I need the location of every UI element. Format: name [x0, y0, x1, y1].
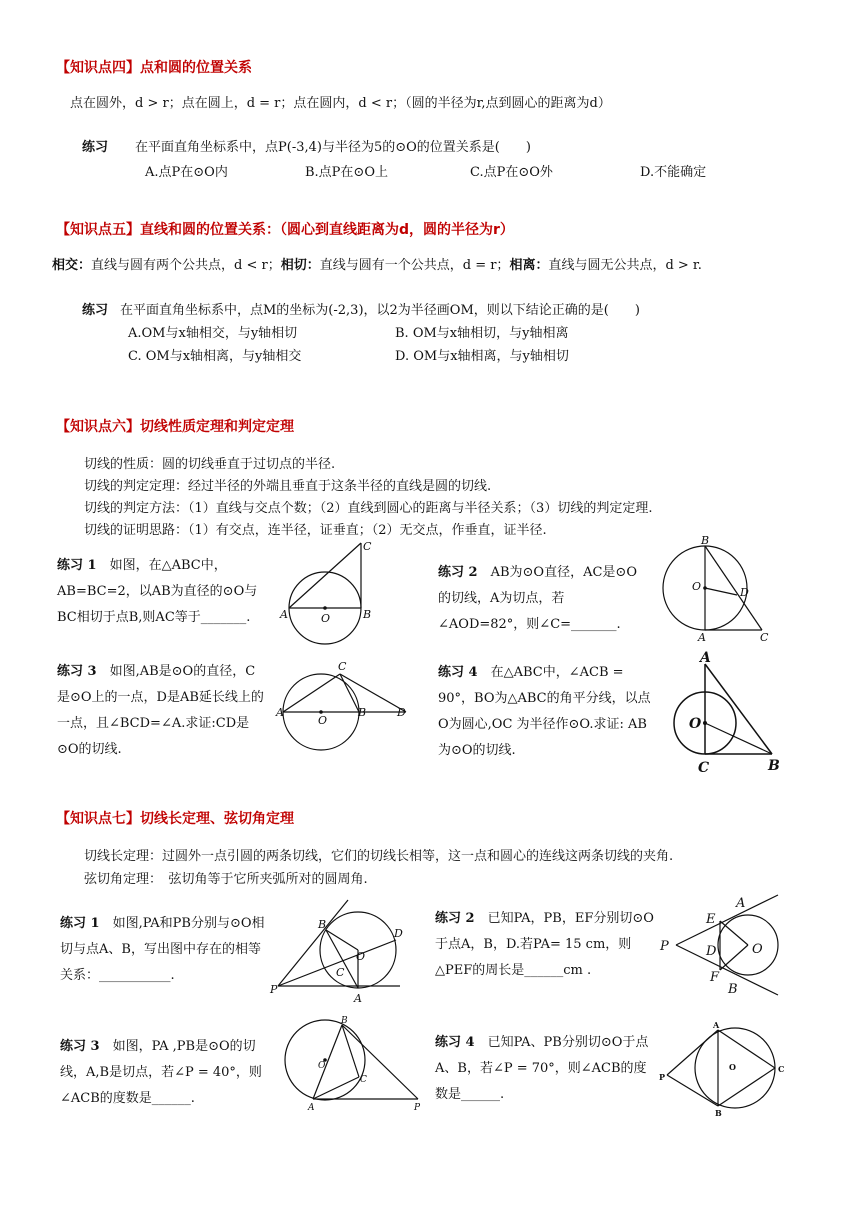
s6-ex4-text: 在△ABC中，∠ACB = 90°，BO为△ABC的角平分线，以点O为圆心,OC 为半径作⊙O.求证: AB为⊙O的切线. — [438, 665, 651, 758]
label-a: A — [700, 650, 711, 666]
label-p: P — [659, 1072, 666, 1082]
segment-ac — [289, 543, 361, 608]
section7-line-1: 切线长定理：过圆外一点引圆的两条切线，它们的切线长相等，这一点和圆心的连线这两条切线的夹角. — [84, 849, 674, 864]
s7-ex1-text: 如图,PA和PB分别与⊙O相切与点A、B，写出图中存在的相等关系：___________. — [60, 916, 265, 983]
label-o: O — [689, 716, 702, 732]
s7-ex3-label: 练习 3 — [60, 1039, 100, 1054]
label-f: F — [710, 970, 720, 985]
s7-exercise-2 — [435, 906, 655, 984]
label-d: D — [740, 586, 749, 599]
section4-option-c: C.点P在⊙O外 — [470, 165, 553, 180]
center-dot — [703, 721, 707, 725]
s6-ex1-label: 练习 1 — [57, 558, 97, 573]
label-p: P — [270, 983, 278, 996]
label-p: P — [414, 1103, 421, 1113]
label-a: A — [698, 631, 706, 644]
def-tangent-text: 直线与圆有一个公共点，d = r； — [319, 258, 510, 273]
label-o: O — [752, 942, 763, 957]
tangent-pb — [667, 1075, 718, 1106]
s6-exercise-1 — [57, 553, 267, 631]
tangent-pb — [676, 945, 778, 995]
label-c: C — [698, 760, 710, 776]
label-o: O — [729, 1062, 736, 1072]
segment-ac — [283, 674, 340, 712]
figure-s7-ex3 — [280, 1016, 430, 1113]
figure-s7-ex4 — [655, 1020, 795, 1120]
center-dot — [323, 606, 327, 610]
label-b: B — [701, 534, 710, 547]
figure-s6-ex2 — [680, 534, 790, 646]
label-b: B — [341, 1016, 348, 1026]
s7-exercise-1 — [60, 911, 265, 989]
figure-s6-ex4 — [680, 652, 790, 777]
def-tangent-label: 相切： — [280, 258, 320, 273]
label-d: D — [706, 944, 717, 959]
section6-heading: 【知识点六】切线性质定理和判定定理 — [56, 419, 294, 435]
section6-line-3: 切线的判定方法：（1）直线与交点个数；（2）直线到圆心的距离与半径关系；（3）切线的判定定理. — [84, 501, 653, 516]
label-b: B — [318, 918, 327, 931]
s6-ex2-text: AB为⊙O直径，AC是⊙O的切线，A为切点，若∠AOD=82°，则∠C=_______. — [438, 565, 637, 632]
figure-s7-ex1 — [270, 900, 410, 1005]
section5-option-b: B. OM与x轴相切，与y轴相离 — [395, 326, 569, 341]
label-d: D — [397, 706, 406, 719]
segment-ac — [718, 1030, 775, 1068]
section5-definitions — [52, 254, 702, 273]
segment-fo — [720, 945, 748, 970]
segment-od — [705, 588, 737, 595]
section4-option-a: A.点P在⊙O内 — [145, 165, 228, 180]
s6-ex3-label: 练习 3 — [57, 664, 97, 679]
def-intersect-text: 直线与圆有两个公共点，d < r； — [91, 258, 281, 273]
label-b: B — [768, 758, 780, 774]
label-b: B — [363, 608, 372, 621]
s7-exercise-3 — [60, 1034, 275, 1112]
label-o: O — [692, 580, 702, 593]
label-c: C — [338, 660, 347, 673]
s7-ex4-label: 练习 4 — [435, 1035, 475, 1050]
section4-exercise-text: 在平面直角坐标系中，点P(-3,4)与半径为5的⊙O的位置关系是( ) — [135, 140, 531, 155]
s6-ex4-label: 练习 4 — [438, 665, 478, 680]
s7-ex3-text: 如图，PA ,PB是⊙O的切线，A,B是切点，若∠P = 40°，则∠ACB的度数是______. — [60, 1039, 262, 1106]
section4-exercise-label: 练习 — [82, 140, 109, 155]
label-c: C — [778, 1064, 785, 1074]
s6-exercise-3 — [57, 659, 267, 763]
section4-option-d: D.不能确定 — [640, 165, 707, 180]
section5-exercise-label: 练习 — [82, 303, 109, 318]
label-c: C — [363, 540, 372, 553]
section4-definition: 点在圆外，d > r；点在圆上，d = r；点在圆内，d < r；（圆的半径为r,点到圆心的距离为d） — [70, 96, 611, 111]
label-a: A — [280, 608, 288, 621]
label-c: C — [760, 631, 769, 644]
s7-ex1-label: 练习 1 — [60, 916, 100, 931]
label-d: D — [394, 927, 403, 940]
label-b: B — [715, 1108, 722, 1118]
figure-s7-ex2 — [658, 895, 783, 995]
center-dot — [703, 586, 707, 590]
section5-option-a: A.OM与x轴相交，与y轴相切 — [128, 326, 298, 341]
label-a: A — [713, 1020, 720, 1030]
figure-s6-ex3 — [278, 660, 418, 730]
segment-bo — [326, 930, 358, 950]
label-o: O — [356, 950, 366, 963]
section5-option-d: D. OM与x轴相离，与y轴相切 — [395, 349, 569, 364]
label-b: B — [358, 706, 367, 719]
label-a: A — [308, 1103, 315, 1113]
def-intersect-label: 相交： — [52, 258, 92, 273]
label-o: O — [318, 1061, 326, 1071]
section7-line-2: 弦切角定理： 弦切角等于它所夹弧所对的圆周角. — [84, 872, 368, 887]
segment-bo — [705, 723, 772, 754]
def-separate-label: 相离： — [509, 258, 549, 273]
line-pd — [278, 940, 396, 986]
section6-line-2: 切线的判定定理：经过半径的外端且垂直于这条半径的直线是圆的切线. — [84, 479, 492, 494]
label-c: C — [360, 1075, 367, 1085]
segment-bc — [718, 1068, 775, 1106]
s6-exercise-2 — [438, 560, 638, 638]
s7-ex2-label: 练习 2 — [435, 911, 475, 926]
label-a: A — [354, 992, 362, 1005]
s6-ex1-text: 如图，在△ABC中，AB=BC=2，以AB为直径的⊙O与BC相切于点B,则AC等于_______. — [57, 558, 258, 625]
def-separate-text: 直线与圆无公共点，d > r. — [548, 258, 702, 273]
segment-bc — [705, 546, 762, 630]
chord-ab — [326, 930, 358, 988]
label-a: A — [276, 706, 284, 719]
section6-line-1: 切线的性质：圆的切线垂直于过切点的半径. — [84, 457, 336, 472]
label-a: A — [736, 896, 746, 911]
tangent-pa — [667, 1030, 718, 1075]
s7-ex4-text: 已知PA、PB分别切⊙O于点A、B，若∠P = 70°，则∠ACB的度数是______. — [435, 1035, 649, 1102]
label-c: C — [336, 966, 345, 979]
label-o: O — [321, 612, 331, 625]
section5-exercise-text: 在平面直角坐标系中，点M的坐标为(-2,3)，以2为半径画OM，则以下结论正确的是( ) — [120, 303, 640, 318]
figure-s6-ex1 — [280, 538, 390, 628]
section6-line-4: 切线的证明思路：（1）有交点，连半径，证垂直；（2）无交点，作垂直，证半径. — [84, 523, 547, 538]
s7-ex2-text: 已知PA，PB，EF分别切⊙O于点A，B，D.若PA= 15 cm，则△PEF的周长是______cm . — [435, 911, 654, 978]
segment-ab — [705, 664, 772, 754]
label-p: P — [660, 939, 669, 954]
label-b: B — [728, 982, 738, 997]
section5-heading: 【知识点五】直线和圆的位置关系：（圆心到直线距离为d，圆的半径为r） — [56, 222, 514, 238]
label-o: O — [318, 714, 328, 727]
section5-option-c: C. OM与x轴相离，与y轴相交 — [128, 349, 302, 364]
s6-exercise-4 — [438, 660, 653, 764]
section4-heading: 【知识点四】点和圆的位置关系 — [56, 60, 252, 76]
section7-heading: 【知识点七】切线长定理、弦切角定理 — [56, 811, 294, 827]
label-e: E — [706, 912, 716, 927]
segment-eo — [720, 921, 748, 945]
tangent-pa — [676, 895, 778, 945]
s6-ex3-text: 如图,AB是⊙O的直径，C是⊙O上的一点，D是AB延长线上的一点，且∠BCD=∠A.求证:CD是⊙O的切线. — [57, 664, 264, 757]
section4-option-b: B.点P在⊙O上 — [305, 165, 388, 180]
s6-ex2-label: 练习 2 — [438, 565, 478, 580]
s7-exercise-4 — [435, 1030, 650, 1108]
